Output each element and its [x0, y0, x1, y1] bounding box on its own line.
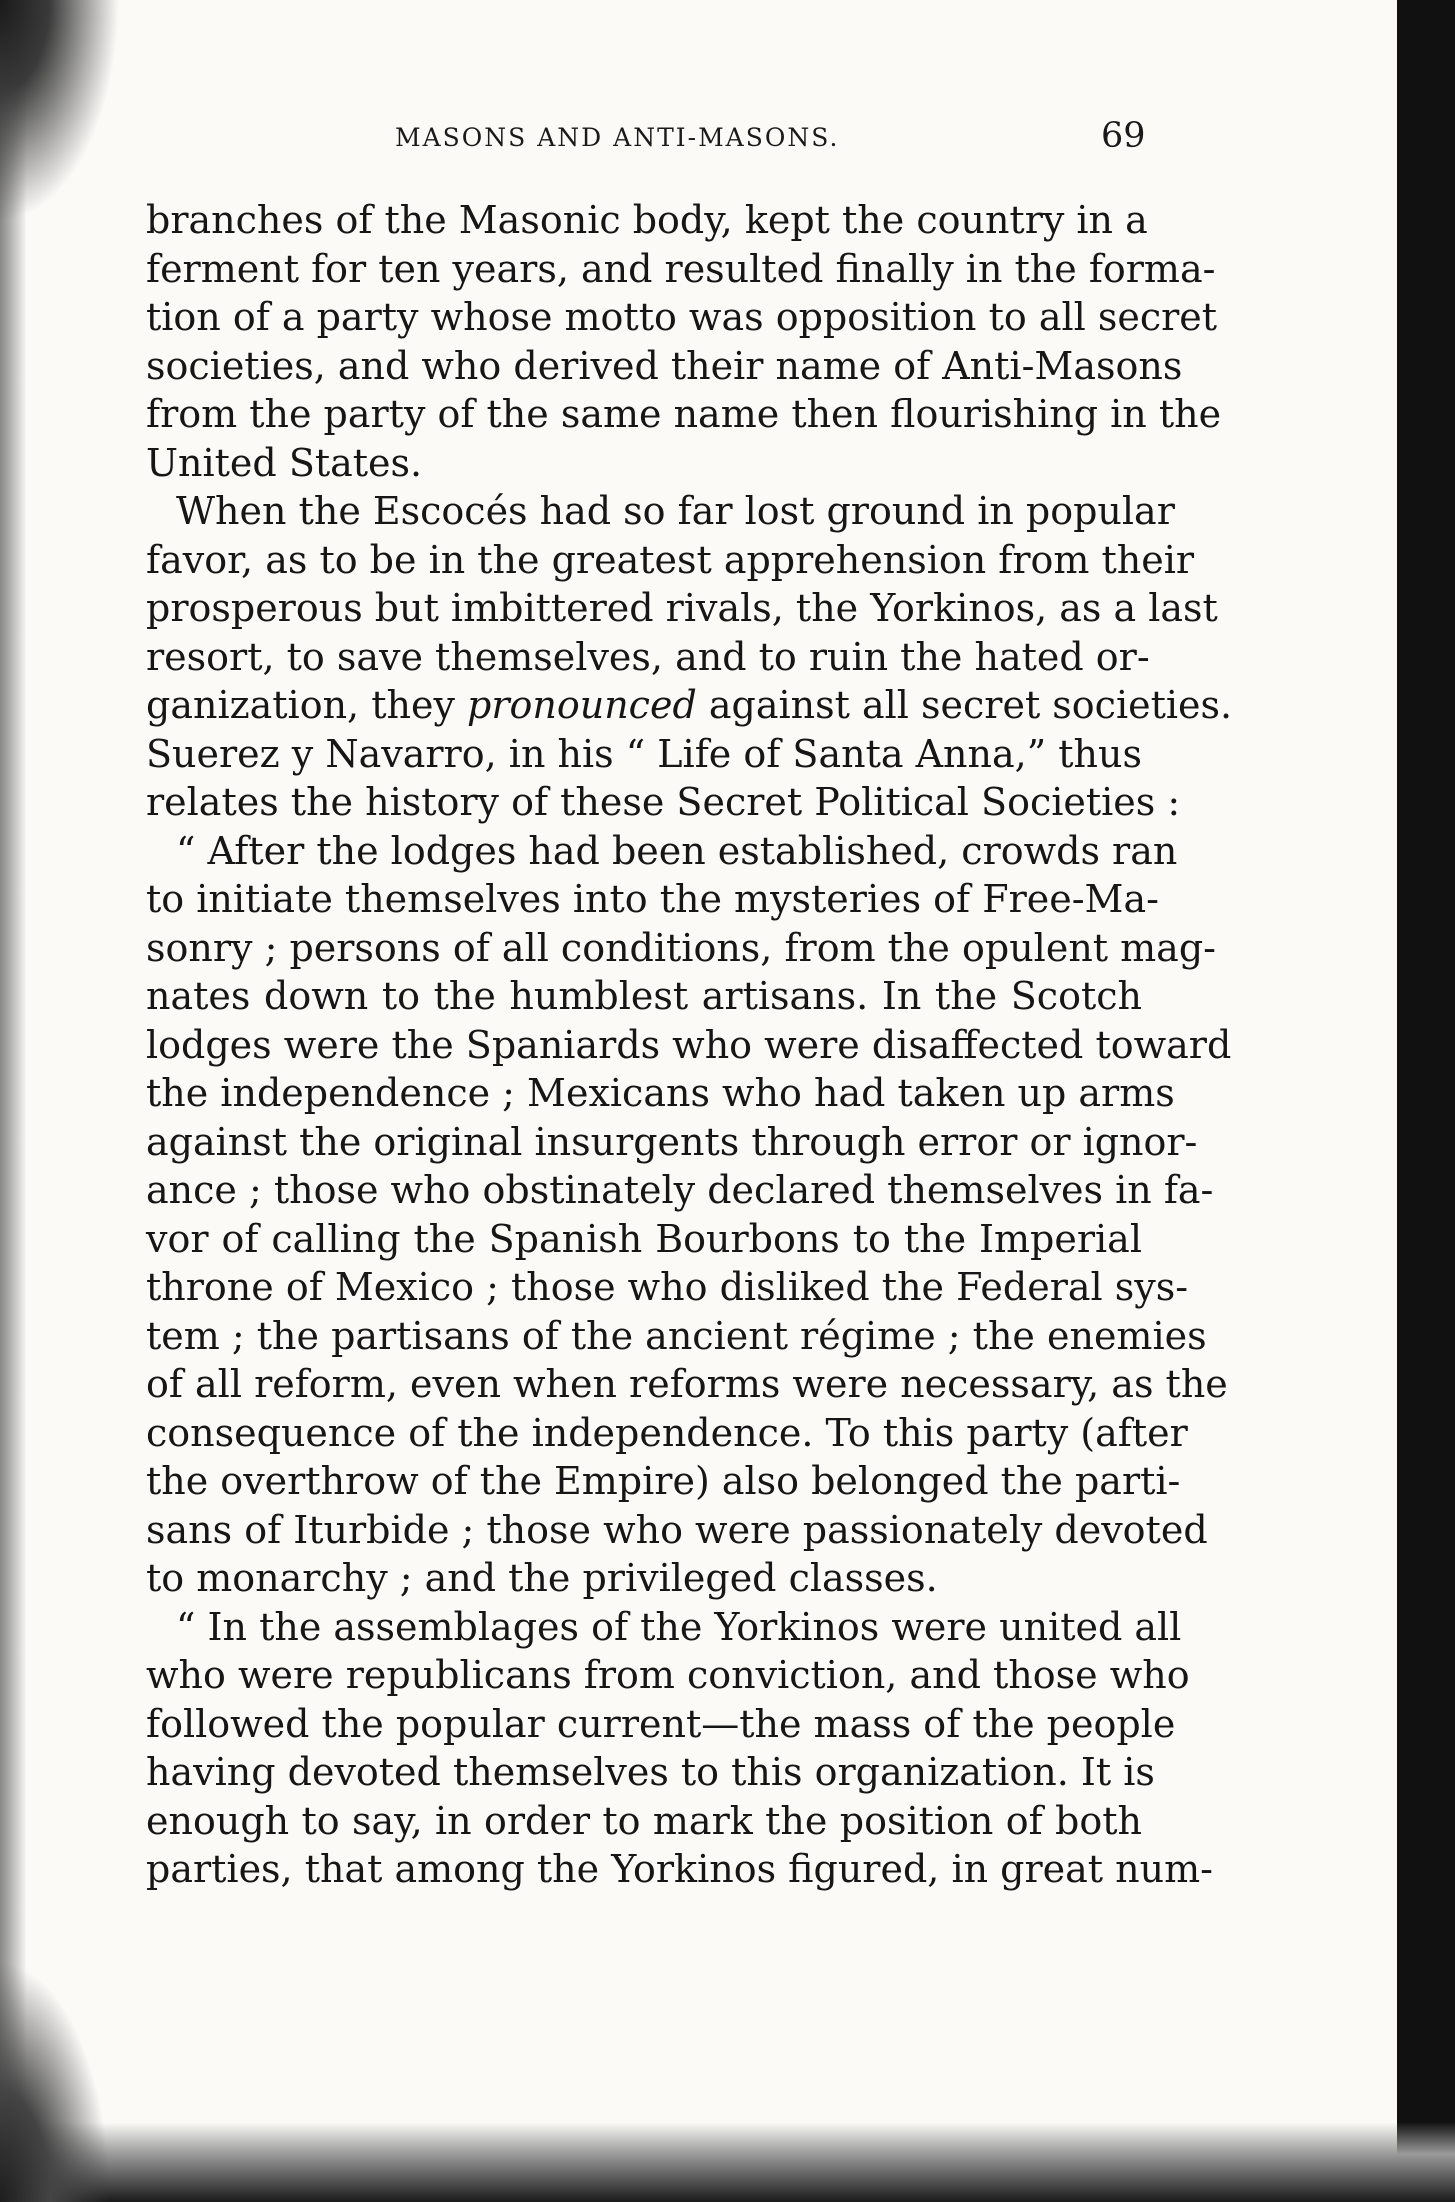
running-head: MASONS AND ANTI-MASONS. [395, 123, 840, 152]
text-line: relates the history of these Secret Political Societies : [146, 780, 1181, 824]
text-line: ance ; those who obstinately declared themselves in fa- [146, 1168, 1214, 1212]
text-line: to initiate themselves into the mysteries of Free-Ma- [146, 877, 1159, 921]
text-line: who were republicans from conviction, and those who [146, 1653, 1190, 1697]
text-line-with-italic [146, 681, 1233, 730]
text-line: nates down to the humblest artisans. In the Scotch [146, 974, 1142, 1018]
bottom-page-edge [0, 2122, 1455, 2202]
text-line: tem ; the partisans of the ancient régime ; the enemies [146, 1313, 1207, 1358]
text-line: enough to say, in order to mark the position of both [146, 1798, 1142, 1843]
body-text [146, 196, 1233, 1894]
text-line: the overthrow of the Empire) also belonged the parti- [146, 1459, 1181, 1503]
text-line: of all reform, even when reforms were necessary, as the [146, 1362, 1228, 1406]
text-line: throne of Mexico ; those who disliked the Federal sys- [146, 1265, 1189, 1309]
text-line: parties, that among the Yorkinos figured, in great num- [146, 1847, 1213, 1891]
line-segment: against all secret societies. [708, 683, 1233, 727]
text-line: to monarchy ; and the privileged classes. [146, 1556, 938, 1600]
text-line: Suerez y Navarro, in his “ Life of Santa Anna,” thus [146, 731, 1142, 776]
text-line: When the Escocés had so far lost ground in popular [176, 489, 1175, 533]
text-line: lodges were the Spaniards who were disaffected toward [146, 1022, 1232, 1067]
text-line: branches of the Masonic body, kept the country in a [146, 198, 1148, 242]
top-left-corner-curl [0, 0, 140, 260]
text-line: the independence ; Mexicans who had taken up arms [146, 1071, 1175, 1115]
text-line: favor, as to be in the greatest apprehension from their [146, 537, 1195, 582]
italic-word: pronounced [467, 683, 697, 727]
text-line: United States. [146, 440, 423, 485]
paragraph-1 [146, 196, 1222, 487]
line-segment: ganization, they [146, 683, 455, 727]
text-line: sonry ; persons of all conditions, from the opulent mag- [146, 925, 1216, 970]
text-line: from the party of the same name then flourishing in the [146, 392, 1222, 436]
text-line: prosperous but imbittered rivals, the Yorkinos, as a last [146, 586, 1218, 630]
text-line: resort, to save themselves, and to ruin the hated or- [146, 634, 1150, 679]
text-line: having devoted themselves to this organization. It is [146, 1750, 1155, 1794]
text-line: against the original insurgents through error or ignor- [146, 1119, 1198, 1164]
text-line: followed the popular current—the mass of the people [146, 1701, 1176, 1746]
text-line: societies, and who derived their name of Anti-Masons [146, 343, 1183, 388]
text-line: vor of calling the Spanish Bourbons to the Imperial [146, 1216, 1142, 1261]
text-line: consequence of the independence. To this party (after [146, 1410, 1188, 1455]
text-line: ferment for ten years, and resulted finally in the forma- [146, 246, 1216, 291]
text-line: “ In the assemblages of the Yorkinos were united all [176, 1604, 1182, 1649]
text-line: sans of Iturbide ; those who were passionately devoted [146, 1507, 1208, 1552]
bottom-left-shadow [0, 1942, 120, 2202]
right-binding-edge [1397, 0, 1455, 2202]
paragraph-2 [146, 487, 1233, 827]
left-page-edge [0, 0, 26, 2202]
paragraph-3 [146, 827, 1232, 1603]
paragraph-4 [146, 1603, 1213, 1894]
text-line: tion of a party whose motto was opposition to all secret [146, 295, 1218, 339]
text-line: “ After the lodges had been established, crowds ran [176, 828, 1178, 873]
page-number: 69 [1101, 116, 1146, 156]
